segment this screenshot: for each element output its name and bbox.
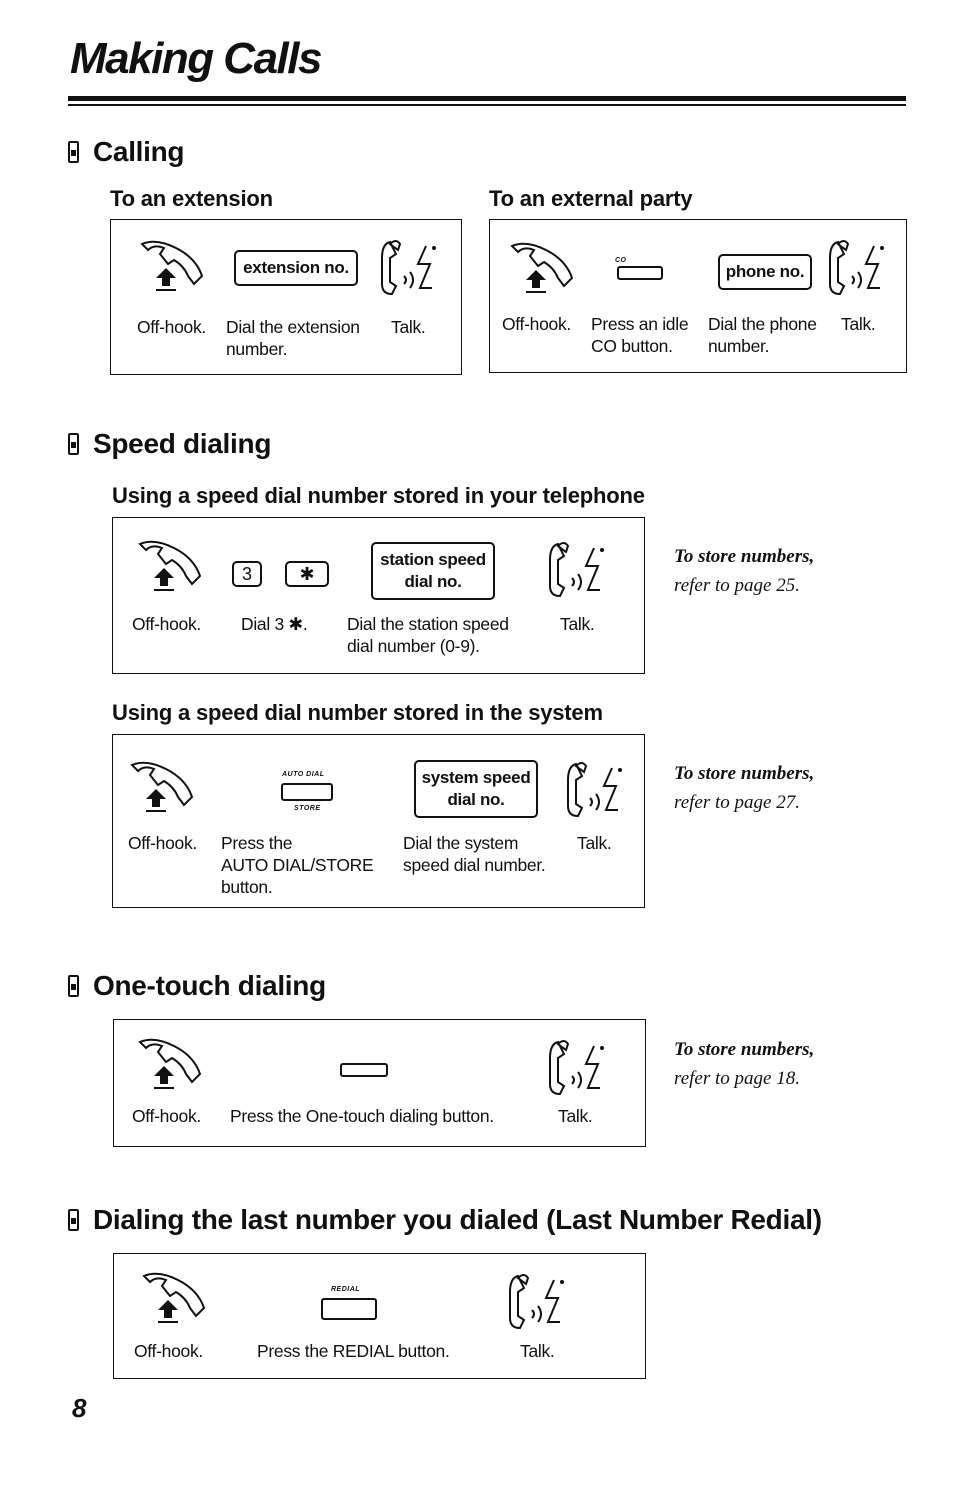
caption-talk: Talk.	[577, 833, 612, 853]
caption-dial-phone: Dial the phone number.	[708, 314, 817, 356]
store-numbers-note: To store numbers, refer to page 18.	[674, 1039, 815, 1089]
off-hook-handset-icon	[506, 236, 578, 298]
caption-off-hook: Off-hook.	[132, 614, 201, 634]
caption-off-hook: Off-hook.	[132, 1106, 201, 1126]
extension-number-key: extension no.	[234, 250, 358, 286]
section-marker-icon	[68, 1209, 79, 1231]
title-rule	[68, 96, 906, 101]
section-marker-icon	[68, 141, 79, 163]
one-touch-button-icon	[340, 1063, 388, 1077]
caption-press-co: Press an idle CO button.	[591, 314, 689, 356]
auto-dial-label: AUTO DIAL	[282, 771, 325, 778]
phone-number-key: phone no.	[718, 254, 812, 290]
caption-talk: Talk.	[558, 1106, 593, 1126]
talk-handset-icon	[544, 538, 610, 600]
caption-dial-system-speed: Dial the system speed dial number.	[403, 833, 546, 875]
store-numbers-note: To store numbers, refer to page 25.	[674, 546, 815, 596]
caption-off-hook: Off-hook.	[134, 1341, 203, 1361]
section-heading: Speed dialing	[93, 428, 272, 459]
station-speed-dial-key: station speed dial no.	[371, 542, 495, 600]
caption-off-hook: Off-hook.	[502, 314, 571, 334]
talk-handset-icon	[824, 236, 890, 298]
page-title: Making Calls	[70, 34, 321, 83]
talk-handset-icon	[504, 1270, 570, 1332]
caption-press-auto-dial: Press the AUTO DIAL/STORE button.	[221, 833, 374, 897]
store-numbers-note: To store numbers, refer to page 27.	[674, 763, 815, 813]
off-hook-handset-icon	[134, 534, 206, 596]
store-label: STORE	[294, 805, 321, 812]
section-marker-icon	[68, 975, 79, 997]
co-button-icon	[617, 266, 663, 280]
off-hook-handset-icon	[134, 1032, 206, 1094]
redial-button-icon	[321, 1298, 377, 1320]
subheading-external: To an external party	[489, 186, 693, 211]
digit-3-key: 3	[232, 561, 262, 587]
caption-press-one-touch: Press the One-touch dialing button.	[230, 1106, 494, 1126]
section-redial	[68, 1204, 822, 1236]
redial-label: REDIAL	[331, 1286, 361, 1293]
caption-talk: Talk.	[560, 614, 595, 634]
off-hook-handset-icon	[126, 755, 198, 817]
caption-off-hook: Off-hook.	[137, 317, 206, 337]
caption-dial-extension: Dial the extension number.	[226, 317, 360, 359]
caption-off-hook: Off-hook.	[128, 833, 197, 853]
talk-handset-icon	[562, 758, 628, 820]
subheading-extension: To an extension	[110, 186, 273, 211]
caption-talk: Talk.	[520, 1341, 555, 1361]
section-one-touch	[68, 970, 326, 1002]
caption-dial-3-star: Dial 3 ✱.	[241, 614, 308, 634]
talk-handset-icon	[544, 1036, 610, 1098]
page-number: 8	[72, 1393, 87, 1423]
title-rule-thin	[68, 104, 906, 106]
section-marker-icon	[68, 433, 79, 455]
system-speed-dial-key: system speed dial no.	[414, 760, 538, 818]
subheading-telephone: Using a speed dial number stored in your telephone	[112, 483, 645, 508]
section-heading: Dialing the last number you dialed (Last Number Redial)	[93, 1204, 822, 1235]
caption-talk: Talk.	[841, 314, 876, 334]
subheading-system: Using a speed dial number stored in the system	[112, 700, 603, 725]
talk-handset-icon	[376, 236, 442, 298]
caption-talk: Talk.	[391, 317, 426, 337]
off-hook-handset-icon	[138, 1266, 210, 1328]
section-speed-dialing	[68, 428, 271, 460]
section-heading: One-touch dialing	[93, 970, 326, 1001]
star-key: ✱	[285, 561, 329, 587]
co-label: CO	[615, 257, 627, 264]
section-calling	[68, 136, 184, 168]
caption-press-redial: Press the REDIAL button.	[257, 1341, 450, 1361]
auto-dial-store-button-icon	[281, 783, 333, 801]
caption-dial-station-speed: Dial the station speed dial number (0-9).	[347, 614, 509, 656]
section-heading: Calling	[93, 136, 185, 167]
off-hook-handset-icon	[136, 234, 208, 296]
